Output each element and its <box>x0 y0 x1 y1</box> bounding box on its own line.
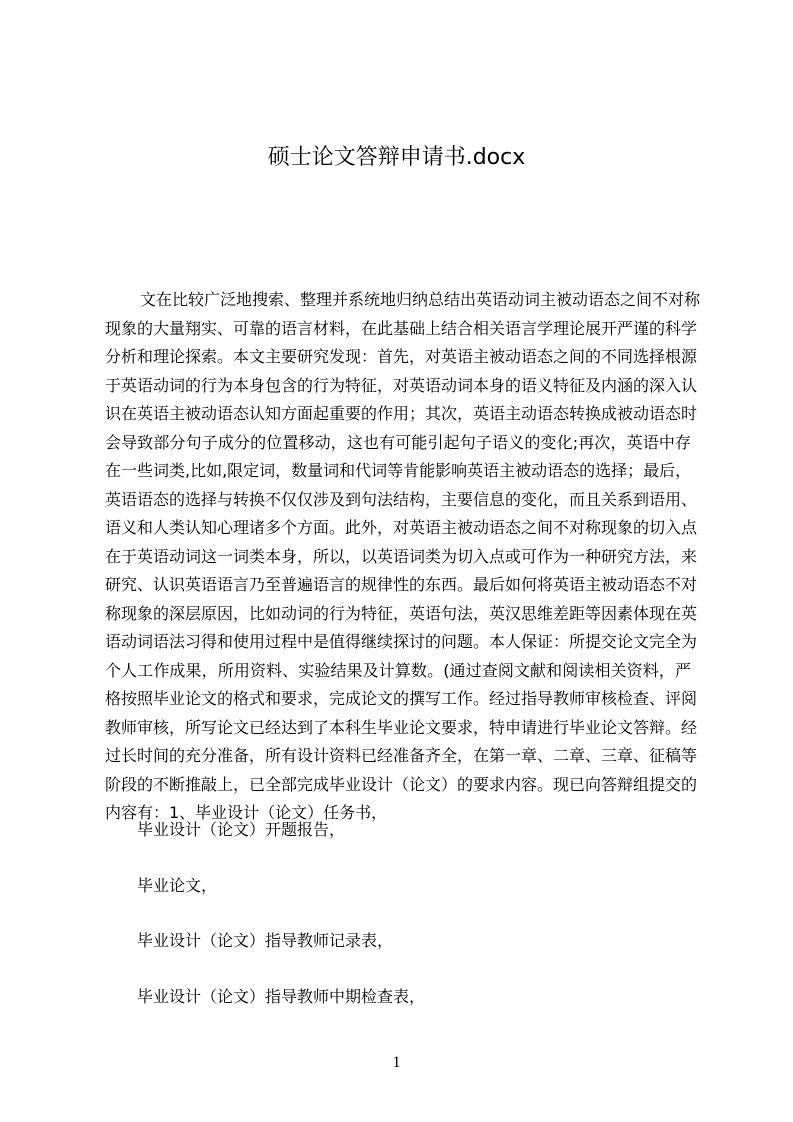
paragraph-line: 格按照毕业论文的格式和要求，完成论文的撰写工作。经过指导教师审核检查、评阅 <box>105 689 698 708</box>
list-item: 毕业论文， <box>137 875 218 895</box>
page-number: 1 <box>392 1054 401 1071</box>
paragraph-line: 会导致部分句子成分的位置移动，这也有可能引起句子语义的变化;再次，英语中存 <box>105 432 691 452</box>
paragraph-line: 文在比较广泛地搜索、整理并系统地归纳总结出英语动词主被动语态之间不对称 <box>140 290 701 309</box>
list-item: 毕业设计（论文）开题报告， <box>137 820 346 839</box>
list-item: 毕业设计（论文）指导教师中期检查表， <box>137 987 426 1007</box>
paragraph-line: 在一些词类,比如,限定词，数量词和代词等肯能影响英语主被动语态的选择；最后， <box>105 461 692 480</box>
paragraph-line: 研究、认识英语语言乃至普遍语言的规律性的东西。最后如何将英语主被动语态不对 <box>105 575 698 594</box>
paragraph-line: 于英语动词的行为本身包含的行为特征，对英语动词本身的语义特征及内涵的深入认 <box>105 375 698 395</box>
paragraph-line: 教师审核，所写论文已经达到了本科生毕业论文要求，特申请进行毕业论文答辩。经 <box>105 717 698 737</box>
list-item: 毕业设计（论文）指导教师记录表， <box>137 931 394 951</box>
submitted-items-list <box>137 816 425 1039</box>
paragraph-line: 在于英语动词这一词类本身，所以，以英语词类为切入点或可作为一种研究方法，来 <box>105 546 698 566</box>
paragraph-line: 语义和人类认知心理诸多个方面。此外，对英语主被动语态之间不对称现象的切入点 <box>105 518 698 537</box>
paragraph-line: 分析和理论探索。本文主要研究发现：首先，对英语主被动语态之间的不同选择根源 <box>105 347 698 366</box>
paragraph-line: 现象的大量翔实、可靠的语言材料，在此基础上结合相关语言学理论展开严谨的科学 <box>105 318 698 338</box>
paragraph-line: 个人工作成果，所用资料、实验结果及计算数。(通过查阅文献和阅读相关资料，严 <box>105 660 691 680</box>
paragraph-line: 识在英语主被动语态认知方面起重要的作用；其次，英语主动语态转换成被动语态时 <box>105 404 698 423</box>
body-paragraph <box>105 286 701 828</box>
paragraph-line: 过长时间的充分准备，所有设计资料已经准备齐全，在第一章、二章、三章、征稿等 <box>105 746 698 765</box>
document-title: 硕士论文答辩申请书.docx <box>267 145 526 170</box>
paragraph-line: 英语语态的选择与转换不仅仅涉及到句法结构，主要信息的变化，而且关系到语用、 <box>105 489 698 509</box>
paragraph-line: 内容有：1、毕业设计（论文）任务书， <box>105 803 388 822</box>
paragraph-line: 语动词语法习得和使用过程中是值得继续探讨的问题。本人保证：所提交论文完全为 <box>105 632 698 651</box>
paragraph-line: 阶段的不断推敲上，已全部完成毕业设计（论文）的要求内容。现已向答辩组提交的 <box>105 774 698 794</box>
paragraph-line: 称现象的深层原因，比如动词的行为特征，英语句法，英汉思维差距等因素体现在英 <box>105 603 698 623</box>
